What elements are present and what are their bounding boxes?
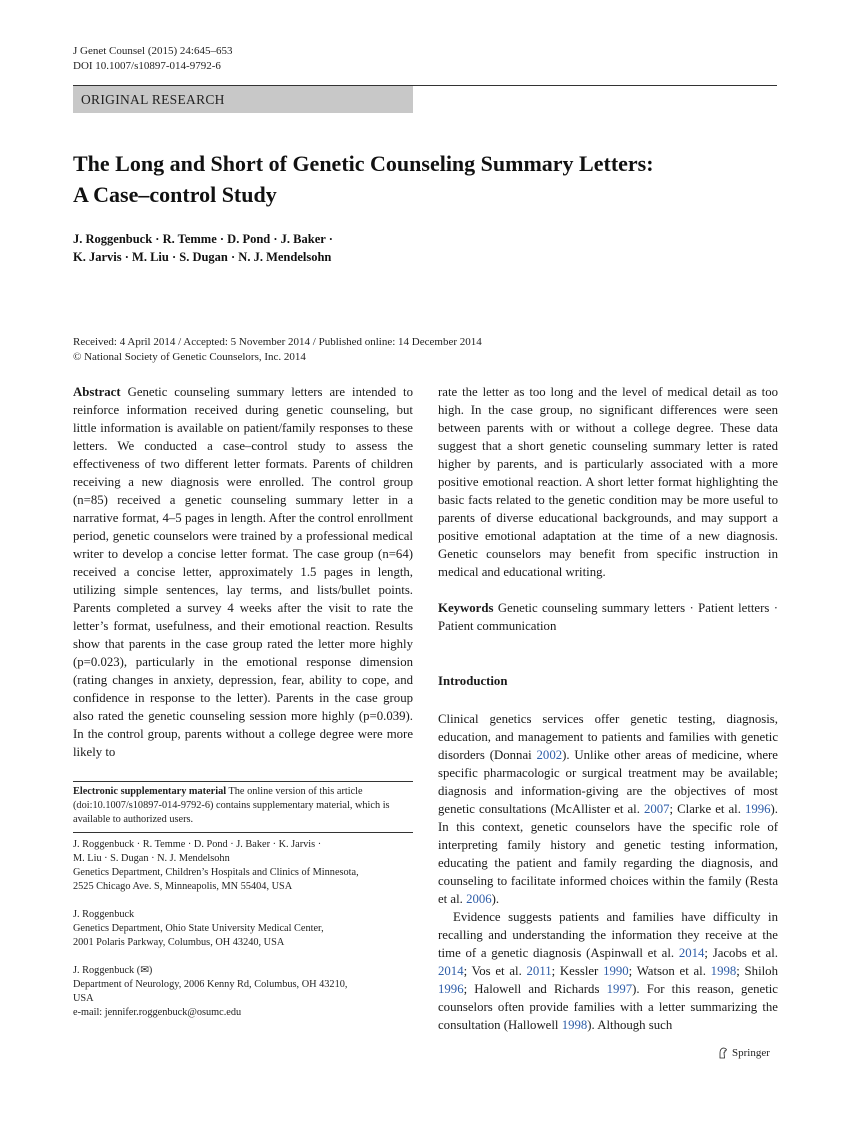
publisher-mark (718, 1046, 770, 1060)
text: ; Kessler (551, 964, 604, 978)
publication-dates (73, 335, 482, 365)
affiliation-line: Department of Neurology, 2006 Kenny Rd, Columbus, OH 43210, (73, 979, 348, 990)
affiliation-group (73, 908, 413, 950)
citation-link[interactable]: 2014 (438, 964, 464, 978)
abstract-left-column (73, 383, 413, 761)
affiliation-line: USA (73, 993, 94, 1004)
text: ). In this context, genetic counselors have the specific role of interpreting family history and genetic testing information, educating the patient and family regarding the diagnosis, and counseling to facilitate informed choices within the family (Resta et al. (438, 802, 778, 906)
citation-link[interactable]: 2006 (466, 892, 492, 906)
text: ). Although such (587, 1018, 673, 1032)
text: Clinical genetics services offer genetic testing, diagnosis, education, and management to patients and families with genetic disorders (Donnai (438, 712, 778, 762)
dates-line: Received: 4 April 2014 / Accepted: 5 November 2014 / Published online: 14 December 2014 (73, 336, 482, 348)
doi: DOI 10.1007/s10897-014-9792-6 (73, 60, 221, 72)
affiliation-line: J. Roggenbuck (73, 909, 135, 920)
citation-link[interactable]: 1997 (606, 982, 633, 996)
springer-horse-icon (718, 1047, 728, 1059)
text: ; Halowell and Richards (463, 982, 607, 996)
text: ; Clarke et al. (669, 802, 745, 816)
citation-link[interactable]: 2007 (643, 802, 670, 816)
title-line-2: A Case–control Study (73, 182, 277, 207)
affiliation-line: 2525 Chicago Ave. S, Minneapolis, MN 55404, USA (73, 881, 293, 892)
citation-link[interactable]: 2011 (526, 964, 552, 978)
journal-citation: J Genet Counsel (2015) 24:645–653 (73, 45, 233, 57)
citation-link[interactable]: 1998 (561, 1018, 588, 1032)
right-column (438, 383, 778, 1034)
esm-text: The online version of this article (doi:10.1007/s10897-014-9792-6) contains supplementary material, which is available to authorized users. (73, 786, 390, 825)
introduction-paragraph-2 (438, 908, 778, 1034)
affiliation-group (73, 964, 413, 1020)
affiliations (73, 838, 413, 1034)
introduction-paragraph-1 (438, 710, 778, 908)
text: Evidence suggests patients and families have difficulty in recalling and understanding the information they receive at the time of a genetic diagnosis (Aspinwall et al. (438, 910, 778, 960)
text: ). For this reason, genetic counselors often provide families with a letter summarizing the consultation (Hallowell (438, 982, 778, 1032)
copyright-line: © National Society of Genetic Counselors, Inc. 2014 (73, 351, 306, 363)
section-label: ORIGINAL RESEARCH (73, 86, 413, 113)
affiliation-line: Genetics Department, Ohio State University Medical Center, (73, 923, 324, 934)
affiliation-line: Genetics Department, Children’s Hospitals and Clinics of Minnesota, (73, 867, 359, 878)
text: ; Watson et al. (628, 964, 711, 978)
supplementary-material-note (73, 785, 413, 827)
text: ; Vos et al. (463, 964, 527, 978)
publisher-name: Springer (732, 1047, 770, 1059)
affiliation-line: 2001 Polaris Parkway, Columbus, OH 43240, USA (73, 937, 285, 948)
affiliation-rule (73, 832, 413, 833)
citation-link[interactable]: 1996 (744, 802, 771, 816)
authors-line-1: J. Roggenbuck · R. Temme · D. Pond · J. Baker · (73, 232, 333, 246)
citation-link[interactable]: 1998 (710, 964, 737, 978)
text: ; Shiloh (736, 964, 778, 978)
abstract-text: Genetic counseling summary letters are intended to reinforce information received during genetic counseling, but little information is available on patient/family responses to these letters. We conducted a case–control study to assess the effectiveness of two different letter formats. Parents of children receiving a new diagnosis were enrolled. The control group (n=85) received a genetic counseling summary letter in a narrative format, 4–5 pages in length. After the control enrollment period, genetic counselors were trained by a professional medical writer to develop a concise letter format. The case group (n=64) received a concise letter, approximately 1.5 pages in length, utilizing simple sentences, lay terms, and lists/bullet points. Parents completed a survey 4 weeks after the visit to rate the letter’s format, usefulness, and their emotional reaction. Results show that parents in the case group rated the letter more highly (p=0.023), particularly in the emotional response dimension (rating changes in anxiety, depression, fear, ability to cope, and confidence in response to the letter). Parents in the case group also rated the genetic counseling session more highly (p=0.039). In the control group, parents without a college degree were more likely to (73, 385, 413, 759)
title-line-1: The Long and Short of Genetic Counseling Summary Letters: (73, 151, 654, 176)
affiliation-group (73, 838, 413, 894)
keywords-text: Genetic counseling summary letters · Patient letters · Patient communication (438, 601, 778, 633)
authors-line-2: K. Jarvis · M. Liu · S. Dugan · N. J. Mendelsohn (73, 250, 332, 264)
text: ). Unlike other areas of medicine, where specific pharmacologic or surgical treatment may be available; diagnosis and information-giving are the objectives of most genetic consultations (McAllister et al. (438, 748, 778, 816)
journal-header (73, 44, 232, 74)
affiliation-line: J. Roggenbuck · R. Temme · D. Pond · J. Baker · K. Jarvis · (73, 839, 322, 850)
introduction-heading: Introduction (438, 674, 508, 688)
citation-link[interactable]: 1996 (438, 982, 464, 996)
author-list (73, 230, 773, 266)
text: ; Jacobs et al. (704, 946, 778, 960)
esm-label: Electronic supplementary material (73, 786, 227, 797)
abstract-label: Abstract (73, 385, 121, 399)
citation-link[interactable]: 2014 (678, 946, 705, 960)
email-link[interactable]: e-mail: jennifer.roggenbuck@osumc.edu (73, 1007, 242, 1018)
citation-link[interactable]: 1990 (603, 964, 629, 978)
affiliation-line: J. Roggenbuck (✉) (73, 965, 153, 976)
esm-rule (73, 781, 413, 782)
keywords (438, 599, 778, 635)
abstract-continued: rate the letter as too long and the level of medical detail as too high. In the case group, no significant differences were seen between parents with or without a college degree. These data suggest that a short genetic counseling summary letter is rated higher by parents, and is particularly associated with a more positive emotional reaction. A short letter format highlighting the basic facts related to the genetic condition may be more useful to parents of diverse educational backgrounds, and may support a positive emotional adaptation at the time of a new diagnosis. Genetic counselors may benefit from specific instruction in medical and educational writing. (438, 385, 778, 579)
article-title (73, 148, 773, 210)
keywords-label: Keywords (438, 601, 494, 615)
citation-link[interactable]: 2002 (536, 748, 563, 762)
text: ). (491, 892, 500, 906)
affiliation-line: M. Liu · S. Dugan · N. J. Mendelsohn (73, 853, 230, 864)
